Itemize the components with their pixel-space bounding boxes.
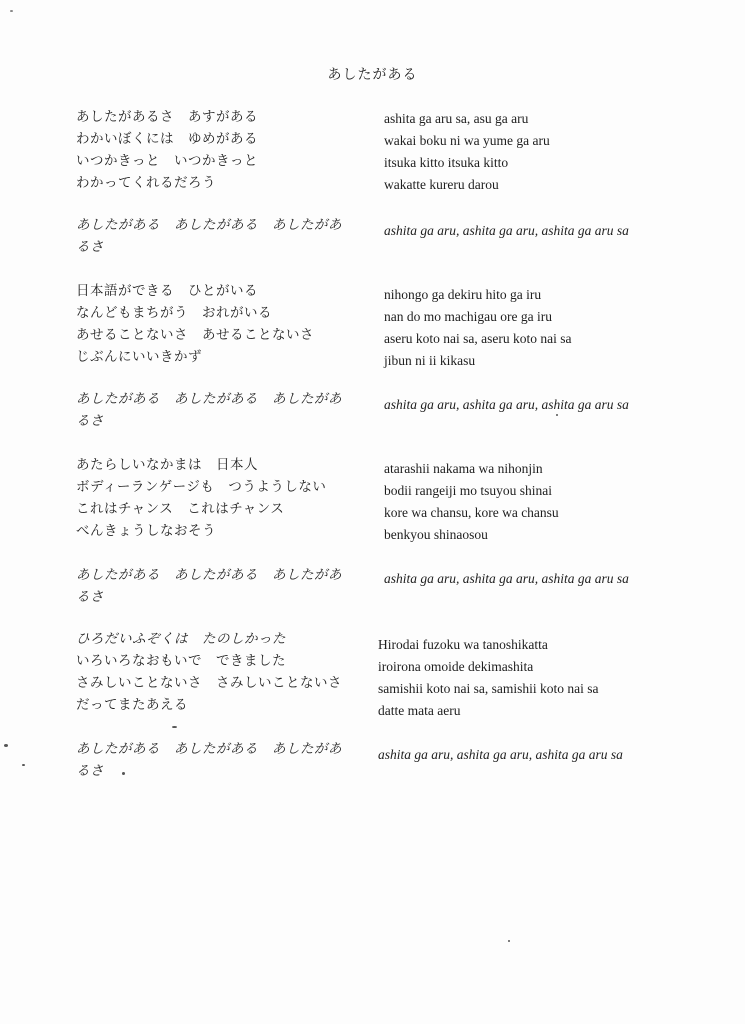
japanese-line: あしたがある あしたがある あしたがあ [76,391,342,407]
chorus-3-japanese [76,564,366,608]
japanese-line: あしたがある あしたがある あしたがあ [76,741,342,757]
japanese-line: あたらしいなかまは 日本人 [76,457,258,473]
romaji-line: aseru koto nai sa, aseru koto nai sa [384,331,572,346]
japanese-line: るさ [76,413,104,429]
verse-2-japanese [76,280,366,368]
japanese-line: これはチャンス これはチャンス [76,501,285,517]
scan-speck [22,764,25,766]
japanese-line: いろいろなおもいで できました [76,653,286,669]
chorus-1-romaji [384,220,714,242]
japanese-line: あせることないさ あせることないさ [76,327,314,343]
romaji-line: wakai boku ni wa yume ga aru [384,133,550,148]
romaji-line: bodii rangeiji mo tsuyou shinai [384,483,552,498]
romaji-line: ashita ga aru, ashita ga aru, ashita ga aru sa [384,571,629,586]
scan-speck [122,772,125,775]
romaji-line: benkyou shinaosou [384,527,488,542]
verse-3-japanese [76,454,366,542]
japanese-line: あしたがある あしたがある あしたがあ [76,567,342,583]
romaji-line: Hirodai fuzoku wa tanoshikatta [378,637,548,652]
japanese-line: だってまたあえる [76,697,188,713]
verse-1-romaji [384,108,714,196]
japanese-line: あしたがあるさ あすがある [76,109,258,125]
japanese-line: なんどもまちがう おれがいる [76,305,272,321]
romaji-line: kore wa chansu, kore wa chansu [384,505,559,520]
romaji-line: ashita ga aru, ashita ga aru, ashita ga aru sa [384,397,629,412]
japanese-line: わかってくれるだろう [76,175,216,191]
romaji-line: jibun ni ii kikasu [384,353,476,368]
japanese-line: 日本語ができる ひとがいる [76,283,258,299]
romaji-line: samishii koto nai sa, samishii koto nai sa [378,681,599,696]
romaji-line: nan do mo machigau ore ga iru [384,309,552,324]
japanese-line: あしたがある あしたがある あしたがあ [76,217,342,233]
japanese-line: さみしいことないさ さみしいことないさ [76,675,342,691]
romaji-line: itsuka kitto itsuka kitto [384,155,509,170]
chorus-2-japanese [76,388,366,432]
japanese-line: るさ [76,589,104,605]
romaji-line: ashita ga aru sa, asu ga aru [384,111,529,126]
romaji-line: ashita ga aru, ashita ga aru, ashita ga aru sa [378,747,623,762]
scan-speck [508,940,510,942]
verse-4-romaji [378,634,708,722]
scan-speck [10,10,13,12]
scan-speck [172,726,177,728]
romaji-line: nihongo ga dekiru hito ga iru [384,287,542,302]
japanese-line: いつかきっと いつかきっと [76,153,258,169]
scan-speck [556,414,558,416]
romaji-line: wakatte kureru darou [384,177,499,192]
romaji-line: datte mata aeru [378,703,461,718]
scan-speck [4,744,8,747]
romaji-line: ashita ga aru, ashita ga aru, ashita ga aru sa [384,223,629,238]
japanese-line: わかいぼくには ゆめがある [76,131,258,147]
japanese-line: るさ [76,763,104,779]
japanese-line: じぶんにいいきかず [76,349,202,365]
japanese-line: ひろだいふぞくは たのしかった [76,631,286,647]
japanese-line: ボディーランゲージも つうようしない [76,479,327,495]
chorus-1-japanese [76,214,366,258]
romaji-line: iroirona omoide dekimashita [378,659,534,674]
chorus-4-japanese [76,738,366,782]
romaji-line: atarashii nakama wa nihonjin [384,461,543,476]
chorus-2-romaji [384,394,714,416]
chorus-4-romaji [378,744,708,766]
verse-3-romaji [384,458,714,546]
japanese-line: べんきょうしなおそう [76,523,216,539]
song-title: あしたがある [327,67,418,83]
chorus-3-romaji [384,568,714,590]
verse-1-japanese [76,106,366,194]
verse-4-japanese [76,628,366,716]
verse-2-romaji [384,284,714,372]
japanese-line: るさ [76,239,104,255]
